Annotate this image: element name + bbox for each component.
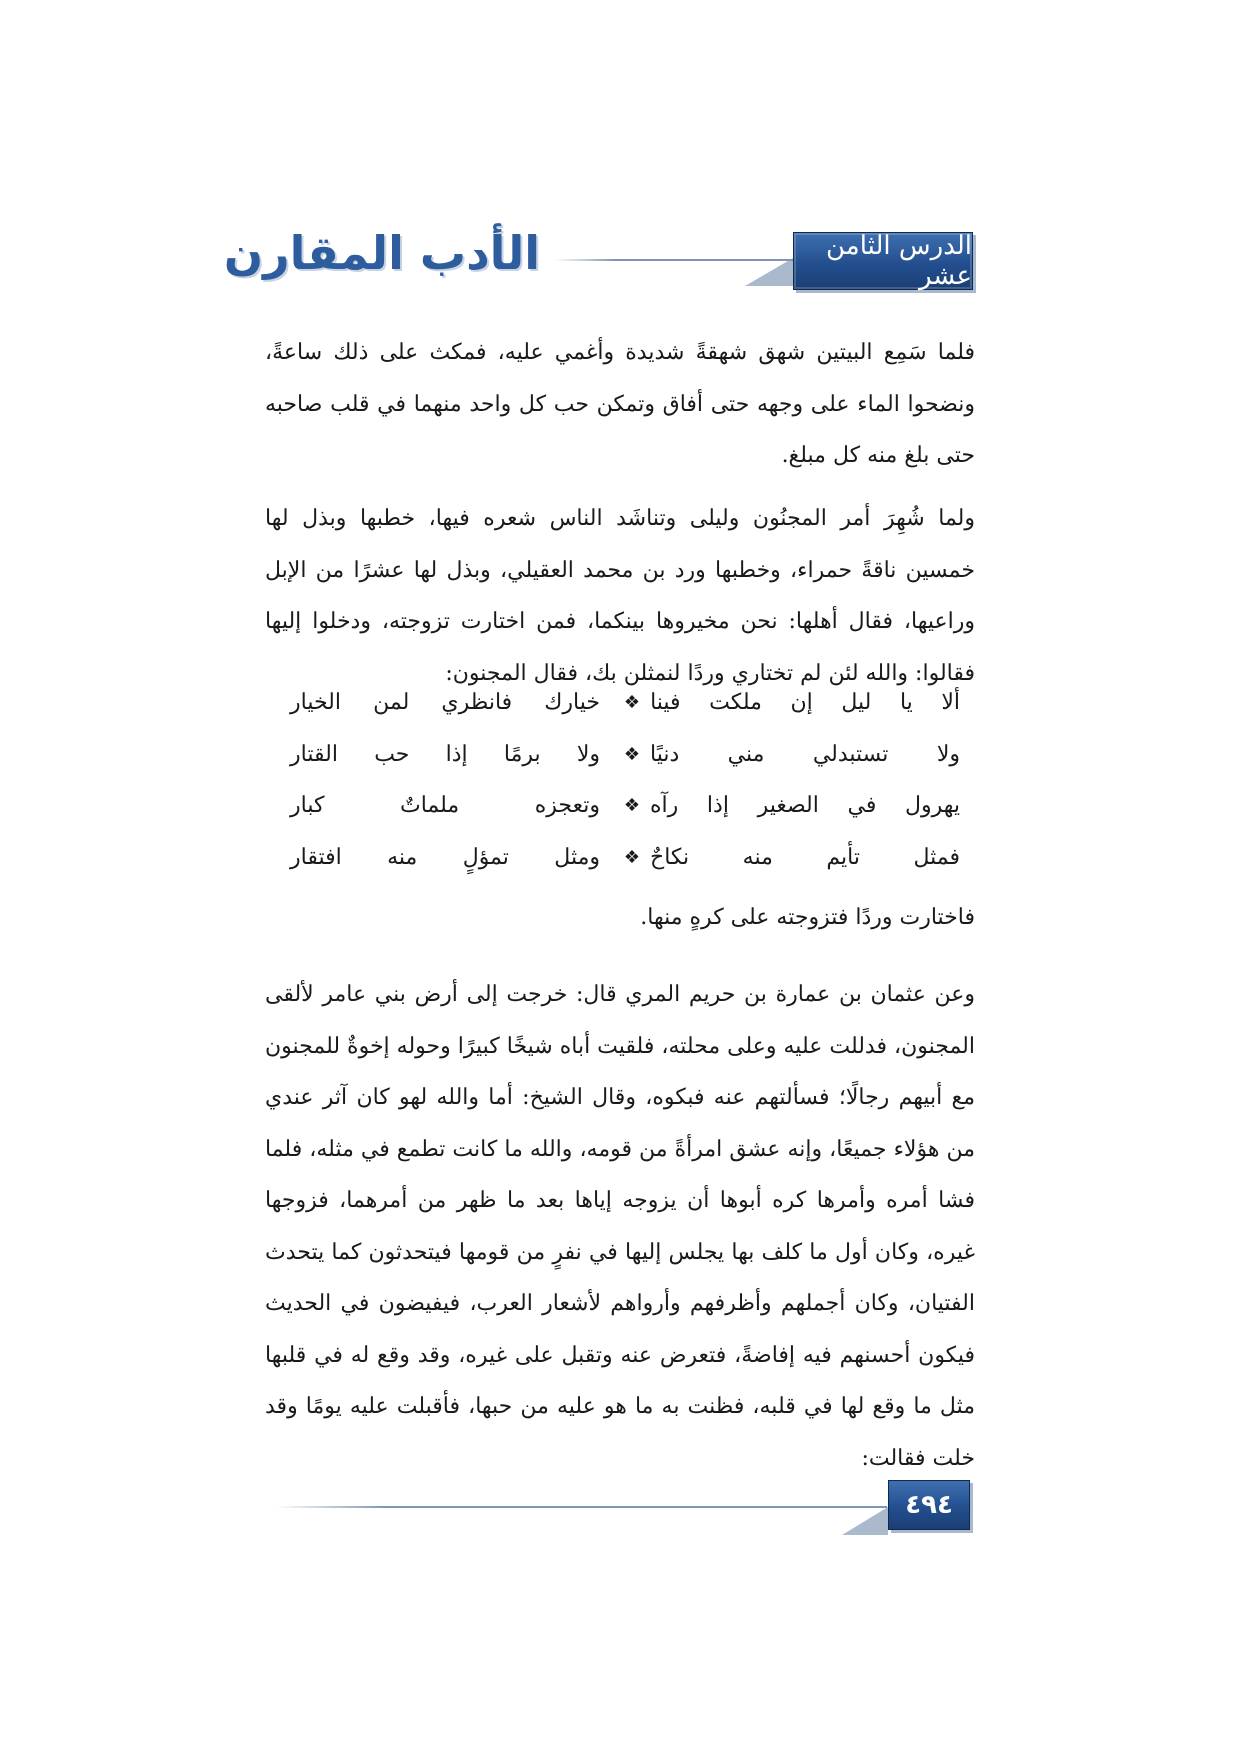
poem-word: كبار	[290, 793, 325, 818]
poem-second-hemistich	[290, 832, 600, 884]
poem-verse	[270, 677, 970, 729]
poem-word: ملكت	[709, 690, 762, 715]
poem-first-hemistich	[650, 729, 960, 781]
paragraph-1: فلما سَمِع البيتين شهق شهقةً شديدة وأغمي عليه، فمكث على ذلك ساعةً، ونضحوا الماء على وجهه حتى أفاق وتمكن حب كل واحد منهما في قلب صاحبه حتى بلغ منه كل مبلغ.	[265, 340, 975, 468]
footer-rule	[275, 1506, 887, 1508]
poem-word: في	[847, 793, 877, 818]
page-number: ٤٩٤	[905, 1490, 953, 1520]
poem-word: منه	[742, 844, 773, 870]
poem-word: ومثل	[554, 844, 600, 870]
verse-separator-icon: ❖	[623, 846, 641, 868]
poem-word: دنيًا	[650, 741, 680, 767]
poem-word: ولا	[576, 741, 600, 767]
poem-word: ولا	[936, 741, 960, 767]
lesson-label: الدرس الثامن عشر	[826, 231, 972, 291]
poem-word: لمن	[373, 690, 410, 715]
lesson-badge	[793, 232, 973, 290]
poem-word: الخيار	[290, 690, 341, 715]
poem-word: ليل	[841, 690, 872, 715]
poem-word: خيارك	[544, 690, 600, 715]
verse-separator-icon: ❖	[623, 692, 641, 713]
poem-word: إن	[790, 690, 813, 715]
poem-word: القتار	[290, 741, 338, 767]
page-number-badge	[888, 1480, 970, 1530]
poem-word: تمؤلٍ	[462, 844, 509, 870]
poem-verse	[270, 832, 970, 884]
poem-word: رآه	[650, 793, 679, 818]
poem-word: منه	[387, 844, 418, 870]
poem-second-hemistich	[290, 729, 600, 781]
poem-word: ملماتٌ	[400, 793, 460, 818]
header-decoration	[745, 258, 793, 286]
poem-word: مني	[727, 741, 765, 767]
poem-word: إذا	[706, 793, 729, 818]
poem-word: نكاحٌ	[650, 844, 690, 870]
poem-word: وتعجزه	[534, 793, 600, 818]
paragraph-4: وعن عثمان بن عمارة بن حريم المري قال: خرجت إلى أرض بني عامر لألقى المجنون، فدللت عليه وعلى محلته، فلقيت أباه شيخًا كبيرًا وحوله إخوةٌ للمجنون مع أبيهم رجالًا؛ فسألتهم عنه فبكوه، وقال الشيخ: أما والله لهو كان آثر عندي من هؤلاء جميعًا، وإنه عشق امرأةً من قومه، والله ما كانت تطمع في مثله، فلما فشا أمره وأمرها كره أبوها أن يزوجه إياها بعد ما ظهر من أمرهما، فزوجها غيره، وكان أول ما كلف بها يجلس إليها في نفرٍ من قومها فيتحدثون كما يتحدث الفتيان، وكان أجملهم وأظرفهم وأرواهم لأشعار العرب، فيفيضون في الحديث فيكون أحسنهم فيه إفاضةً، فتعرض عنه وتقبل على غيره، وقد وقع له في قلبها مثل ما وقع لها في قلبه، فظنت به ما هو عليه من حبها، فأقبلت عليه يومًا وقد خلت فقالت:	[265, 982, 975, 1471]
poem-word: فينا	[650, 690, 681, 715]
poem-word: الصغير	[757, 793, 819, 818]
poem-second-hemistich	[290, 677, 600, 729]
poem-first-hemistich	[650, 832, 960, 884]
poem-verse	[270, 780, 970, 832]
book-title: الأدب المقارن	[223, 226, 540, 280]
footer-decoration	[842, 1507, 888, 1535]
poem-first-hemistich	[650, 677, 960, 729]
poem-word: حب	[374, 741, 410, 767]
paragraph-2: ولما شُهِرَ أمر المجنُون وليلى وتناشَد الناس شعره فيها، خطبها وبذل لها خمسين ناقةً حمراء، وخطبها ورد بن محمد العقيلي، وبذل لها عشرًا من الإبل وراعيها، فقال أهلها: نحن مخيروها بينكما، فمن اختارت تزوجته، ودخلوا إليها فقالوا: والله لئن لم تختاري وردًا لنمثلن بك، فقال المجنون:	[265, 506, 975, 686]
header-rule	[555, 259, 793, 261]
poem-word: ألا	[941, 690, 960, 715]
poem-word: فانظري	[441, 690, 513, 715]
poem-word: برمًا	[503, 741, 541, 767]
poem-word: يهرول	[904, 793, 960, 818]
poem-word: افتقار	[290, 844, 342, 870]
poem-first-hemistich	[650, 780, 960, 832]
poem	[270, 677, 970, 883]
verse-separator-icon: ❖	[623, 743, 641, 765]
poem-word: يا	[899, 690, 913, 715]
poem-second-hemistich	[290, 780, 600, 832]
verse-separator-icon: ❖	[623, 795, 641, 816]
poem-verse	[270, 729, 970, 781]
poem-word: فمثل	[913, 844, 960, 870]
poem-word: إذا	[445, 741, 468, 767]
poem-word: تستبدلي	[812, 741, 889, 767]
paragraph-3: فاختارت وردًا فتزوجته على كرهٍ منها.	[640, 905, 975, 930]
poem-word: تأيم	[826, 844, 860, 870]
